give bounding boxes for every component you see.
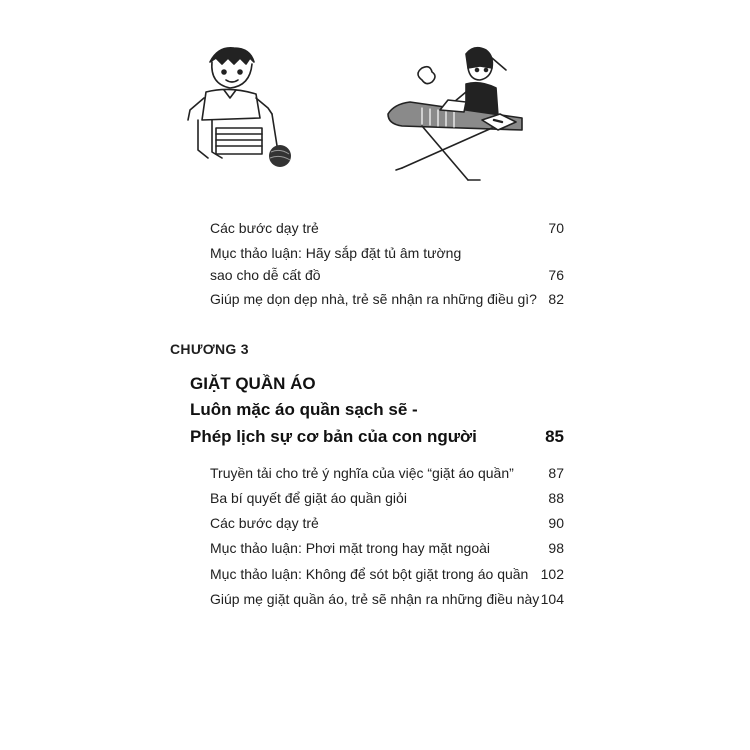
chapter-title-line2: Luôn mặc áo quần sạch sẽ - [190,400,418,419]
list-item [0,244,750,284]
entry-page-number: 87 [548,465,564,481]
entry-title-line1: Mục thảo luận: Hãy sắp đặt tủ âm tường [210,245,462,261]
entry-page-number: 98 [548,540,564,556]
chapter-page-number: 85 [545,427,564,446]
entry-page-number: 90 [548,515,564,531]
entry-title: Truyền tải cho trẻ ý nghĩa của việc “giặt áo quần” [210,465,514,481]
entry-title: Các bước dạy trẻ [210,220,319,236]
entry-title: Ba bí quyết để giặt áo quần giỏi [210,490,407,506]
entry-title: Mục thảo luận: Phơi mặt trong hay mặt ngoài [210,540,490,556]
entry-page-number: 76 [548,267,564,283]
entry-page-number: 82 [548,291,564,307]
entry-page-number: 102 [540,566,564,582]
entry-page-number: 88 [548,490,564,506]
chapter-label: CHƯƠNG 3 [170,341,249,357]
boy-winding-yarn-illustration [168,40,298,170]
girl-ironing-illustration [382,40,542,185]
chapter-title-line1: GIẶT QUẦN ÁO [190,374,316,393]
entry-page-number: 104 [540,591,564,607]
entry-title: Giúp mẹ giặt quần áo, trẻ sẽ nhận ra những điều này [210,591,540,607]
entry-title-line2: sao cho dễ cất đồ [210,267,321,283]
entry-title: Các bước dạy trẻ [210,515,319,531]
entry-title: Giúp mẹ dọn dẹp nhà, trẻ sẽ nhận ra những điều gì? [210,291,537,307]
entry-page-number: 70 [548,220,564,236]
entry-title: Mục thảo luận: Không để sót bột giặt trong áo quần [210,566,529,582]
chapter-title-line3: Phép lịch sự cơ bản của con người [190,427,477,446]
